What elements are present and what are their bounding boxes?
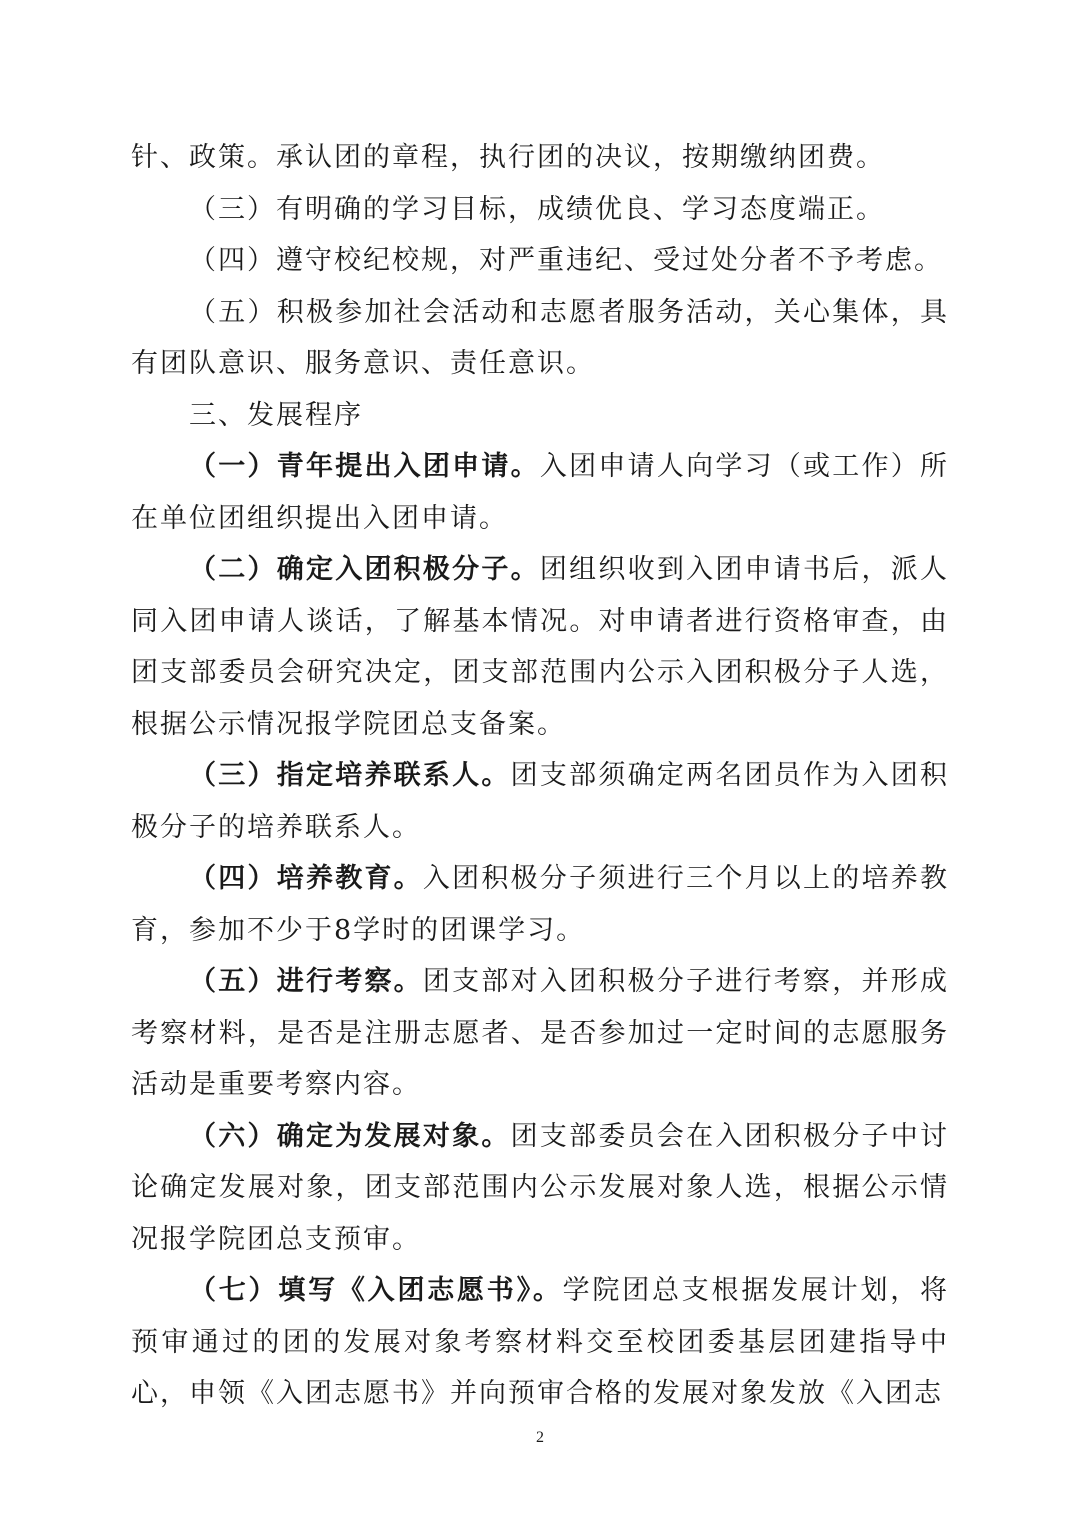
procedure-step-5 [131, 956, 949, 1111]
step-text: 团支部须确定两名团员作为入团积极分子的培养联系人。 [131, 760, 950, 843]
step-title: （六）确定为发展对象。 [189, 1120, 511, 1152]
procedure-step-2 [131, 544, 949, 750]
step-text: 入团申请人向学习（或工作）所在单位团组织提出入团申请。 [131, 451, 950, 534]
procedure-step-6 [131, 1111, 949, 1266]
step-title: （四）培养教育。 [189, 863, 423, 894]
step-text: 团组织收到入团申请书后，派人同入团申请人谈话，了解基本情况。对申请者进行资格审查，由团支部委员会研究决定，团支部范围内公示入团积极分子人选，根据公示情况报学院团总支备案。 [131, 554, 950, 740]
paragraph-text: （四）遵守校纪校规，对严重违纪、受过处分者不予考虑。 [189, 245, 943, 276]
body-text [131, 132, 949, 1420]
step-title: （三）指定培养联系人。 [189, 760, 511, 791]
step-text: 团支部对入团积极分子进行考察，并形成考察材料，是否是注册志愿者、是否参加过一定时间的志愿服务活动是重要考察内容。 [131, 966, 950, 1100]
step-text: 入团积极分子须进行三个月以上的培养教育，参加不少于8学时的团课学习。 [131, 863, 950, 946]
section-heading: 三、发展程序 [189, 399, 363, 431]
criterion-item-3 [131, 184, 949, 236]
criterion-item-5 [131, 287, 949, 390]
procedure-step-7 [131, 1265, 949, 1420]
paragraph-text: （三）有明确的学习目标，成绩优良、学习态度端正。 [189, 193, 885, 225]
criterion-item-4 [131, 235, 949, 287]
procedure-step-3 [131, 750, 949, 853]
step-text: 学院团总支根据发展计划，将预审通过的团的发展对象考察材料交至校团委基层团建指导中心，申领《入团志愿书》并向预审合格的发展对象发放《入团志 [131, 1275, 950, 1409]
step-text: 团支部委员会在入团积极分子中讨论确定发展对象，团支部范围内公示发展对象人选，根据公示情况报学院团总支预审。 [131, 1120, 950, 1255]
paragraph-text: 针、政策。承认团的章程，执行团的决议，按期缴纳团费。 [131, 142, 885, 173]
step-title: （一）青年提出入团申请。 [189, 451, 540, 482]
procedure-step-4 [131, 853, 949, 956]
paragraph-continuation [131, 132, 949, 184]
step-title: （七）填写《入团志愿书》。 [189, 1275, 563, 1306]
step-title: （五）进行考察。 [189, 966, 423, 997]
step-title: （二）确定入团积极分子。 [189, 554, 540, 585]
paragraph-text: （五）积极参加社会活动和志愿者服务活动，关心集体，具有团队意识、服务意识、责任意识。 [131, 296, 949, 379]
page-number: 2 [536, 1429, 544, 1446]
procedure-step-1 [131, 441, 949, 544]
